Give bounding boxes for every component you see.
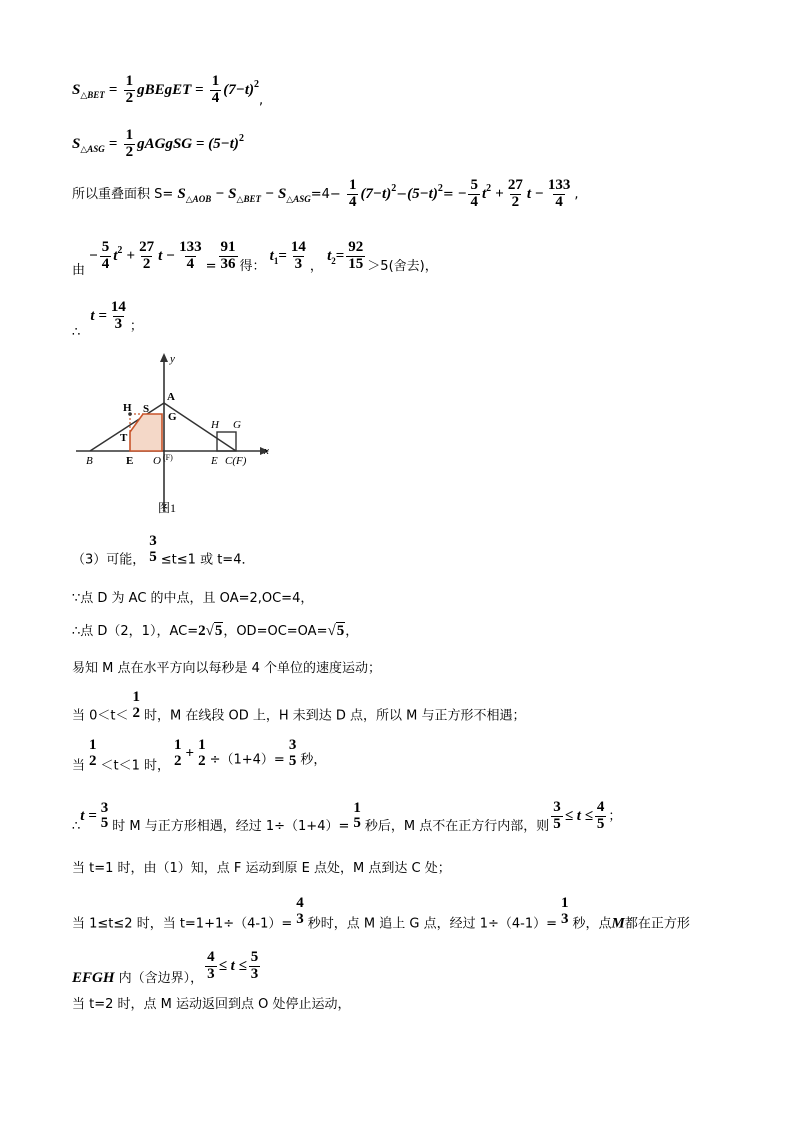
label-cf: C(F) xyxy=(225,455,247,467)
case-line: 当 1 2 ＜t＜1 时， 1 2 + 1 2 ÷（1+4）= 3 5 秒， xyxy=(72,737,327,774)
text-line: 易知 M 点在水平方向以每秒是 4 个单位的速度运动； xyxy=(72,661,382,676)
fraction: $\frac{14}{3}$ xyxy=(110,299,126,332)
label-b: B xyxy=(86,455,93,467)
fraction: 4 3 xyxy=(296,895,304,927)
part-3-answer: （3）可能， 3 5 ≤t≤1 或 t=4． xyxy=(72,533,255,568)
label-g: G xyxy=(168,411,177,423)
case-line: ∴t = 3 5 时 M 与正方形相遇，经过 1÷（1+4）= 1 5 秒后，M 点不在正方行内部，则 $\frac{3}{5}$ ≤ t ≤ $\frac{4}{5}$ ； xyxy=(72,799,622,834)
text-line: 当 t=2 时，点 M 运动返回到点 O 处停止运动， xyxy=(72,997,351,1012)
formula-area-asg: $S_{\triangle ASG}$ = $\frac{1}{2}$ gAGgSG = $(5-t)^2$ xyxy=(72,127,244,160)
label-e2: E xyxy=(211,455,218,467)
fraction: $\frac{4}{3}$ xyxy=(207,949,215,982)
overlap-region xyxy=(130,414,162,451)
label-h: H xyxy=(123,402,132,414)
point-d-line: ∴点 D（2，1），AC=2√5，OD=OC=OA=√5， xyxy=(72,623,359,639)
label-a: A xyxy=(167,391,175,403)
label-o: O xyxy=(153,455,161,467)
y-axis-arrow xyxy=(160,353,168,362)
fraction: $\frac{27}{2}$ xyxy=(139,239,155,272)
conclusion-t: ∴ t = $\frac{14}{3}$ ； xyxy=(72,299,143,340)
label-g2: G xyxy=(233,419,241,431)
text-line: ∵点 D 为 AC 的中点，且 OA=2,OC=4， xyxy=(72,591,314,606)
sqrt-expr: 2√5 xyxy=(198,623,223,639)
fraction: 1 5 xyxy=(353,799,361,832)
fraction: $\frac{91}{36}$ xyxy=(220,239,236,272)
label-h2: H xyxy=(211,419,219,431)
text-line: 当 t=1 时，由（1）知，点 F 运动到原 E 点处，M 点到达 C 处； xyxy=(72,861,451,876)
fraction: 3 5 xyxy=(288,737,297,769)
fraction: 3 5 xyxy=(100,799,109,832)
fraction: $\frac{1}{2}$ xyxy=(125,127,134,160)
fraction: 1 2 xyxy=(174,737,182,769)
fraction: $\frac{5}{3}$ xyxy=(250,949,259,982)
x-axis-label: x xyxy=(264,445,269,457)
label-f: (F) xyxy=(163,453,173,462)
fraction: $\frac{14}{3}$ xyxy=(290,239,306,272)
fraction: $\frac{4}{5}$ xyxy=(596,799,605,832)
case-line: 当 1≤t≤2 时，当 t=1+1÷（4-1）= 4 3 秒时，点 M 追上 G 点，经过 1÷（4-1）= 1 3 秒，点M都在正方形 xyxy=(72,895,690,932)
square-right xyxy=(217,432,236,451)
overlap-area-formula: 所以重叠面积 $S= S_{\triangle AOB} - S_{\triangle BET} - S_{\triangle ASG}=4-$ $\frac{1}{4}$ $(7-t)^2-(5-t)^2=$ − $\frac{5}{4}$ $t^2$ + $\frac{27}{2}$ t − $\frac{133}{4}$ , xyxy=(72,177,579,210)
formula-area-bet: $S_{\triangle BET}$ = $\frac{1}{2}$ gBEgET = $\frac{1}{4}$ $(7-t)^2$, xyxy=(72,73,264,108)
fraction: $\frac{5}{4}$ xyxy=(470,177,478,210)
fraction: $\frac{1}{4}$ xyxy=(348,177,357,210)
figure-1-diagram xyxy=(68,350,288,520)
label-e: E xyxy=(126,455,134,467)
fraction: 1 3 xyxy=(561,895,569,927)
fraction: $\frac{3}{5}$ xyxy=(553,799,561,832)
sqrt-expr: √5 xyxy=(327,623,345,639)
fraction: $\frac{27}{2}$ xyxy=(507,177,523,210)
fraction: 3 5 xyxy=(149,533,157,565)
label-t: T xyxy=(120,432,128,444)
label-s: S xyxy=(143,403,150,415)
figure-caption: 图1 xyxy=(158,501,177,515)
fraction: $\frac{1}{2}$ xyxy=(125,73,134,106)
fraction: $\frac{1}{4}$ xyxy=(211,73,220,106)
fraction: $\frac{133}{4}$ xyxy=(179,239,202,272)
case-line: 当 0＜t＜ 1 2 时，M 在线段 OD 上，H 未到达 D 点，所以 M 与正方形不相遇； xyxy=(72,689,526,724)
fraction: $\frac{5}{4}$ xyxy=(101,239,110,272)
fraction: $\frac{133}{4}$ xyxy=(547,177,571,210)
fraction: 1 2 xyxy=(89,737,97,769)
y-axis-label: y xyxy=(170,353,175,365)
equation-solution: 由 − $\frac{5}{4}$ $t^2$ + $\frac{27}{2}$ t − $\frac{133}{4}$ = $\frac{91}{36}$ 得： $t_1=$ $\frac{14}{3}$ ， $t_2=$ $\frac{92}{15}$ ＞5(舍去)， xyxy=(72,239,438,278)
fraction: 1 2 xyxy=(198,737,206,769)
case-line: EFGH 内（含边界）， $\frac{4}{3}$ ≤ t ≤ $\frac{5}{3}$ xyxy=(72,949,259,986)
fraction: 1 2 xyxy=(132,689,141,721)
fraction: $\frac{92}{15}$ xyxy=(348,239,364,272)
